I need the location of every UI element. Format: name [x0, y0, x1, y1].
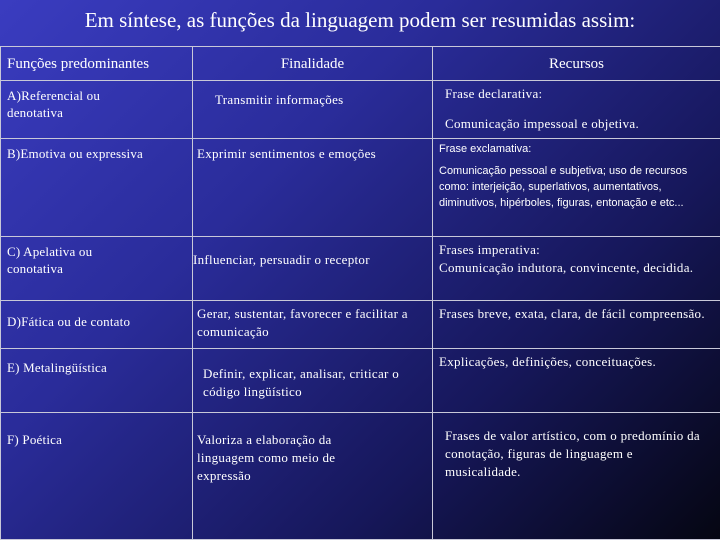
funcao-cell [1, 139, 193, 237]
table-row [1, 139, 720, 237]
header-finalidade: Finalidade [280, 56, 345, 72]
finalidade-cell [193, 139, 433, 237]
funcao-cell [1, 349, 193, 413]
finalidade-cell [193, 349, 433, 413]
recurso-title: Frases breve, exata, clara, de fácil compreensão. [439, 306, 705, 321]
table-row [1, 413, 720, 540]
recurso-title: Frases de valor artístico, com o predomínio da conotação, figuras de linguagem e musicalidade. [445, 428, 700, 479]
slide-title: Em síntese, as funções da linguagem podem ser resumidas assim: [84, 8, 636, 32]
header-funcoes: Funções predominantes [7, 56, 150, 72]
table-row [1, 237, 720, 301]
recursos-cell [433, 413, 720, 540]
header-row [1, 47, 720, 81]
finalidade-text: Exprimir sentimentos e emoções [197, 146, 377, 161]
header-cell-funcoes [1, 47, 193, 81]
header-cell-recursos [433, 47, 720, 81]
finalidade-cell [193, 301, 433, 349]
funcao-label: C) Apelativa ou conotativa [7, 244, 93, 276]
recurso-title: Explicações, definições, conceituações. [439, 354, 657, 369]
funcao-cell [1, 81, 193, 139]
recurso-title: Frases imperativa: [439, 242, 541, 257]
recurso-detail: Comunicação indutora, convincente, decidida. [439, 260, 694, 275]
finalidade-text: Valoriza a elaboração da linguagem como meio de expressão [197, 432, 336, 483]
recursos-cell [433, 237, 720, 301]
recursos-cell [433, 301, 720, 349]
table-row [1, 301, 720, 349]
funcao-label: D)Fática ou de contato [7, 314, 131, 329]
funcao-label: E) Metalingüística [7, 360, 107, 375]
header-recursos: Recursos [549, 56, 604, 72]
finalidade-text: Definir, explicar, analisar, criticar o código lingüístico [203, 366, 400, 399]
funcao-cell [1, 237, 193, 301]
funcao-label: A)Referencial ou denotativa [7, 88, 101, 120]
finalidade-cell [193, 237, 433, 301]
finalidade-cell [193, 81, 433, 139]
funcao-cell [1, 413, 193, 540]
functions-table [0, 46, 720, 540]
recurso-detail: Comunicação pessoal e subjetiva; uso de recursos como: interjeição, superlativos, aumentativos, diminutivos, hipérboles, figuras, entonação e etc... [439, 165, 688, 209]
funcao-label: F) Poética [7, 432, 63, 447]
finalidade-text: Gerar, sustentar, favorecer e facilitar a comunicação [197, 306, 408, 339]
table-row [1, 81, 720, 139]
recurso-title: Frase exclamativa: [439, 143, 532, 155]
table-row [1, 349, 720, 413]
recursos-cell [433, 81, 720, 139]
recurso-detail: Comunicação impessoal e objetiva. [445, 116, 640, 131]
recurso-title: Frase declarativa: [445, 86, 543, 101]
finalidade-text: Transmitir informações [215, 92, 344, 107]
funcao-label: B)Emotiva ou expressiva [7, 146, 144, 161]
finalidade-text: Influenciar, persuadir o receptor [193, 252, 370, 267]
recursos-cell [433, 349, 720, 413]
header-cell-finalidade [193, 47, 433, 81]
finalidade-cell [193, 413, 433, 540]
funcao-cell [1, 301, 193, 349]
recursos-cell [433, 139, 720, 237]
